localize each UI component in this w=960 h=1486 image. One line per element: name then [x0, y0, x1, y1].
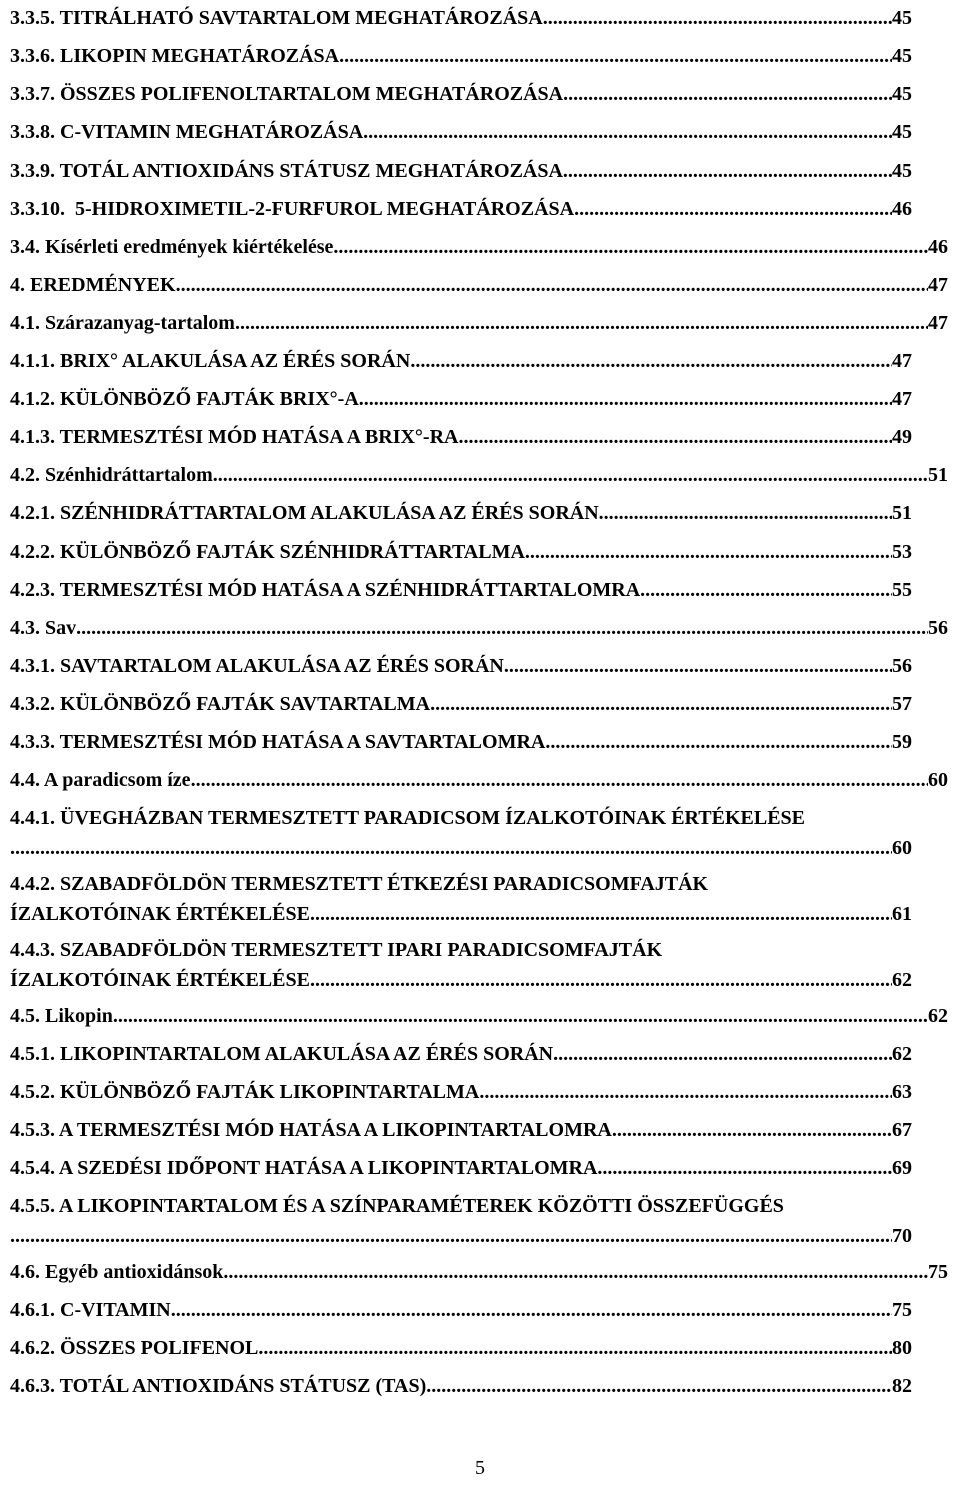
- toc-leader: [10, 1224, 892, 1248]
- toc-entry[interactable]: [10, 1260, 948, 1284]
- toc-title: Szárazanyag-tartalom: [45, 312, 235, 334]
- toc-number: 4.1.2.: [10, 388, 55, 410]
- toc-entry[interactable]: [10, 540, 912, 564]
- toc-title: LIKOPIN MEGHATÁROZÁSA: [60, 45, 340, 67]
- toc-leader: [363, 120, 892, 144]
- toc-page: 49: [892, 426, 912, 448]
- toc-leader: [426, 1374, 892, 1398]
- toc-leader: [545, 730, 892, 754]
- toc-number: 3.3.10.: [10, 198, 65, 220]
- toc-entry[interactable]: [10, 1374, 912, 1398]
- toc-page: 53: [892, 541, 912, 563]
- toc-leader: [504, 654, 892, 678]
- toc-leader: [223, 1260, 928, 1284]
- toc-leader: [553, 1042, 892, 1066]
- toc-title: TERMESZTÉSI MÓD HATÁSA A SAVTARTALOMRA: [59, 731, 546, 753]
- toc-number: 4.2.1.: [10, 502, 55, 524]
- toc-entry[interactable]: [10, 273, 948, 297]
- toc-title: A SZEDÉSI IDŐPONT HATÁSA A LIKOPINTARTALOMRA: [58, 1157, 598, 1179]
- toc-title: A TERMESZTÉSI MÓD HATÁSA A LIKOPINTARTALOMRA: [58, 1119, 612, 1141]
- toc-page: 56: [892, 655, 912, 677]
- toc-entry[interactable]: [10, 806, 954, 860]
- toc-title: SZABADFÖLDÖN TERMESZTETT ÉTKEZÉSI PARADICSOMFAJTÁK: [60, 873, 709, 895]
- toc-page: 47: [892, 350, 912, 372]
- toc-number: 4.4.: [10, 769, 40, 791]
- toc-title: Szénhidráttartalom: [45, 464, 213, 486]
- toc-entry[interactable]: [10, 578, 912, 602]
- toc-leader: [543, 6, 892, 30]
- toc-leader: [333, 235, 928, 259]
- toc-leader: [258, 1336, 892, 1360]
- toc-title: KÜLÖNBÖZŐ FAJTÁK LIKOPINTARTALMA: [60, 1081, 480, 1103]
- toc-page: 59: [892, 731, 912, 753]
- toc-page: 70: [892, 1225, 912, 1247]
- toc-page: 80: [892, 1337, 912, 1359]
- toc-entry[interactable]: [10, 1298, 912, 1322]
- toc-page: 60: [892, 837, 912, 859]
- toc-leader: [310, 968, 892, 992]
- toc-number: 4.2.: [10, 464, 40, 486]
- toc-number: 4.6.: [10, 1261, 40, 1283]
- toc-entry[interactable]: [10, 235, 948, 259]
- toc-leader: [339, 44, 892, 68]
- toc-title: Sav: [45, 617, 77, 639]
- toc-page: 82: [892, 1375, 912, 1397]
- toc-title: TOTÁL ANTIOXIDÁNS STÁTUSZ (TAS): [59, 1375, 427, 1397]
- toc-entry[interactable]: [10, 730, 912, 754]
- toc-title: TERMESZTÉSI MÓD HATÁSA A BRIX°-RA: [59, 426, 459, 448]
- toc-entry[interactable]: [10, 768, 948, 792]
- toc-title: Kísérleti eredmények kiértékelése: [45, 236, 334, 258]
- toc-title: TOTÁL ANTIOXIDÁNS STÁTUSZ MEGHATÁROZÁSA: [59, 160, 563, 182]
- toc-number: 4.5.1.: [10, 1043, 55, 1065]
- toc-entry[interactable]: [10, 616, 948, 640]
- toc-page: 75: [928, 1261, 948, 1283]
- toc-number: 3.3.7.: [10, 83, 55, 105]
- toc-title-continued: ÍZALKOTÓINAK ÉRTÉKELÉSE: [10, 903, 310, 925]
- toc-entry[interactable]: [10, 1194, 954, 1248]
- toc-title: SZÉNHIDRÁTTARTALOM ALAKULÁSA AZ ÉRÉS SORÁN: [60, 502, 599, 524]
- toc-page: 67: [892, 1119, 912, 1141]
- toc-leader: [525, 540, 892, 564]
- toc-title: Egyéb antioxidánsok: [45, 1261, 224, 1283]
- toc-leader: [310, 902, 892, 926]
- toc-title-continued: ÍZALKOTÓINAK ÉRTÉKELÉSE: [10, 969, 310, 991]
- toc-page: 56: [928, 617, 948, 639]
- toc-title: TERMESZTÉSI MÓD HATÁSA A SZÉNHIDRÁTTARTALOMRA: [59, 579, 641, 601]
- toc-number: 4.2.3.: [10, 579, 55, 601]
- toc-leader: [176, 273, 928, 297]
- toc-number: 3.3.9.: [10, 160, 55, 182]
- toc-number: 4.1.1.: [10, 350, 55, 372]
- toc-leader: [563, 159, 892, 183]
- toc-number: 4.2.2.: [10, 541, 55, 563]
- toc-title: C-VITAMIN MEGHATÁROZÁSA: [60, 121, 364, 143]
- toc-number: 4.3.3.: [10, 731, 55, 753]
- toc-leader: [235, 311, 928, 335]
- toc-entry[interactable]: [10, 6, 912, 30]
- toc-entry[interactable]: [10, 1004, 948, 1028]
- toc-number: 4.6.2.: [10, 1337, 55, 1359]
- toc-leader: [599, 501, 892, 525]
- toc-title: A paradicsom íze: [43, 769, 191, 791]
- toc-leader: [612, 1118, 892, 1142]
- toc-leader: [171, 1298, 892, 1322]
- toc-entry[interactable]: [10, 311, 948, 335]
- toc-page: 51: [892, 502, 912, 524]
- toc-entry[interactable]: [10, 44, 912, 68]
- toc-page: 46: [928, 236, 948, 258]
- toc-page: 45: [892, 45, 912, 67]
- toc-page: 62: [892, 969, 912, 991]
- toc-entry[interactable]: [10, 387, 912, 411]
- toc-title: LIKOPINTARTALOM ALAKULÁSA AZ ÉRÉS SORÁN: [60, 1043, 554, 1065]
- toc-entry[interactable]: [10, 654, 912, 678]
- toc-title: A LIKOPINTARTALOM ÉS A SZÍNPARAMÉTEREK KÖZÖTTI ÖSSZEFÜGGÉS: [58, 1195, 784, 1217]
- toc-number: 4.6.3.: [10, 1375, 55, 1397]
- toc-number: 4.5.5.: [10, 1195, 55, 1217]
- toc-page: 69: [892, 1157, 912, 1179]
- toc-entry[interactable]: [10, 1080, 912, 1104]
- toc-entry[interactable]: [10, 1118, 912, 1142]
- toc-number: 4.4.3.: [10, 939, 55, 961]
- toc-page: 45: [892, 7, 912, 29]
- toc-page: 47: [928, 312, 948, 334]
- toc-number: 3.3.5.: [10, 7, 55, 29]
- toc-title: Likopin: [45, 1005, 113, 1027]
- toc-number: 4.4.2.: [10, 873, 55, 895]
- toc-title: TITRÁLHATÓ SAVTARTALOM MEGHATÁROZÁSA: [59, 7, 543, 29]
- toc-page: 62: [928, 1005, 948, 1027]
- toc-number: 3.3.8.: [10, 121, 55, 143]
- toc-leader: [563, 82, 892, 106]
- toc-number: 4.5.2.: [10, 1081, 55, 1103]
- toc-leader: [597, 1156, 892, 1180]
- toc-entry[interactable]: [10, 82, 912, 106]
- toc-entry[interactable]: [10, 938, 912, 992]
- toc-page: 62: [892, 1043, 912, 1065]
- toc-entry[interactable]: [10, 1156, 912, 1180]
- toc-page: 46: [892, 198, 912, 220]
- toc-leader: [458, 425, 892, 449]
- toc-page: 45: [892, 121, 912, 143]
- toc-leader: [76, 616, 928, 640]
- toc-page: 75: [892, 1299, 912, 1321]
- toc-page: 55: [892, 579, 912, 601]
- toc-entry[interactable]: [10, 1336, 912, 1360]
- toc-number: 4.1.: [10, 312, 40, 334]
- toc-entry[interactable]: [10, 1042, 912, 1066]
- toc-page: 60: [928, 769, 948, 791]
- toc-title: KÜLÖNBÖZŐ FAJTÁK SAVTARTALMA: [60, 693, 431, 715]
- toc-entry[interactable]: [10, 692, 912, 716]
- toc-title: SZABADFÖLDÖN TERMESZTETT IPARI PARADICSOMFAJTÁK: [60, 939, 663, 961]
- toc-number: 4.4.1.: [10, 807, 55, 829]
- toc-number: 4.5.4.: [10, 1157, 55, 1179]
- toc-number: 4.: [10, 274, 25, 296]
- toc-title: C-VITAMIN: [60, 1299, 171, 1321]
- toc-entry[interactable]: [10, 463, 948, 487]
- toc-leader: [479, 1080, 892, 1104]
- toc-title: KÜLÖNBÖZŐ FAJTÁK SZÉNHIDRÁTTARTALMA: [60, 541, 525, 563]
- toc-title: KÜLÖNBÖZŐ FAJTÁK BRIX°-A: [60, 388, 359, 410]
- toc-leader: [359, 387, 892, 411]
- toc-number: 4.1.3.: [10, 426, 55, 448]
- toc-number: 3.3.6.: [10, 45, 55, 67]
- toc-leader: [10, 836, 892, 860]
- toc-leader: [113, 1004, 928, 1028]
- toc-number: 4.5.3.: [10, 1119, 55, 1141]
- toc-title: BRIX° ALAKULÁSA AZ ÉRÉS SORÁN: [60, 350, 411, 372]
- toc-page: 45: [892, 83, 912, 105]
- toc-page: 57: [892, 693, 912, 715]
- toc-entry[interactable]: [10, 425, 912, 449]
- toc-number: 4.3.2.: [10, 693, 55, 715]
- toc-title: EREDMÉNYEK: [30, 274, 176, 296]
- toc-number: 4.3.: [10, 617, 40, 639]
- toc-entry[interactable]: [10, 349, 912, 373]
- toc-entry[interactable]: [10, 872, 912, 926]
- toc-number: 4.5.: [10, 1005, 40, 1027]
- page-number: 5: [475, 1457, 485, 1479]
- toc-page: 47: [928, 274, 948, 296]
- toc-page: 47: [892, 388, 912, 410]
- toc-leader: [213, 463, 928, 487]
- toc-page: 63: [892, 1081, 912, 1103]
- toc-title: ÖSSZES POLIFENOLTARTALOM MEGHATÁROZÁSA: [60, 83, 564, 105]
- toc-leader: [430, 692, 892, 716]
- toc-entry[interactable]: [10, 501, 912, 525]
- toc-title: ÜVEGHÁZBAN TERMESZTETT PARADICSOM ÍZALKOTÓINAK ÉRTÉKELÉSE: [60, 807, 806, 829]
- toc-entry[interactable]: [10, 197, 912, 221]
- toc-leader: [191, 768, 928, 792]
- toc-page: 45: [892, 160, 912, 182]
- toc-entry[interactable]: [10, 159, 912, 183]
- toc-leader: [574, 197, 892, 221]
- toc-title: SAVTARTALOM ALAKULÁSA AZ ÉRÉS SORÁN: [60, 655, 504, 677]
- toc-number: 4.6.1.: [10, 1299, 55, 1321]
- toc-page: 61: [892, 903, 912, 925]
- toc-number: 4.3.1.: [10, 655, 55, 677]
- toc-leader: [410, 349, 892, 373]
- toc-entry[interactable]: [10, 120, 912, 144]
- toc-page: 51: [928, 464, 948, 486]
- toc-title: 5-HIDROXIMETIL-2-FURFUROL MEGHATÁROZÁSA: [75, 198, 575, 220]
- toc-leader: [640, 578, 892, 602]
- toc-title: ÖSSZES POLIFENOL: [60, 1337, 259, 1359]
- toc-number: 3.4.: [10, 236, 40, 258]
